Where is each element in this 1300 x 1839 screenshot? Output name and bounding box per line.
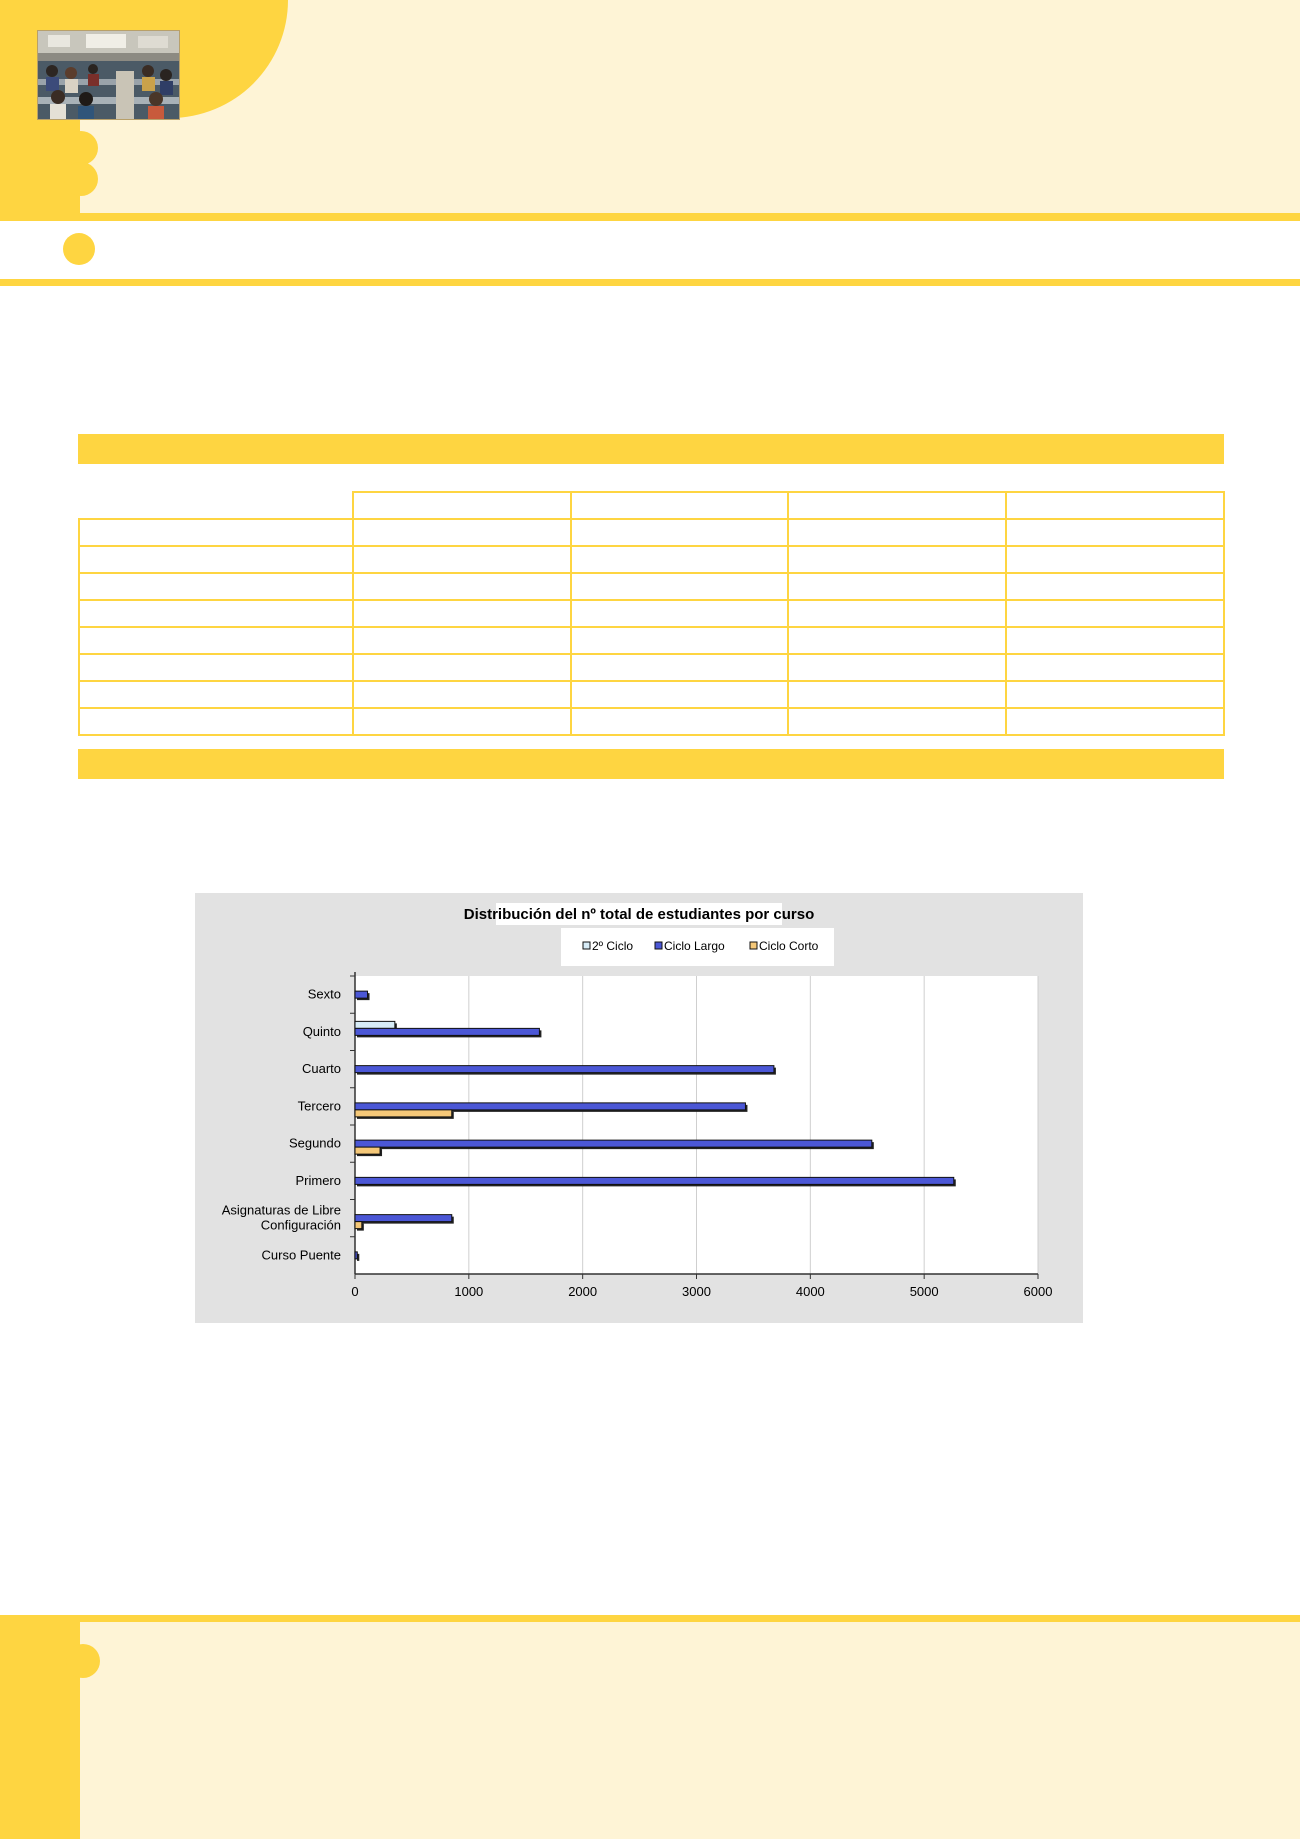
- table-cell: [353, 492, 571, 519]
- table-row: [79, 573, 1224, 600]
- table-cell: [353, 600, 571, 627]
- table-cell: [79, 573, 353, 600]
- table-cell: [571, 600, 788, 627]
- y-category-label: Configuración: [260, 1217, 341, 1233]
- bar: [355, 1252, 357, 1259]
- table-cell: [788, 627, 1006, 654]
- bar: [355, 1147, 380, 1154]
- table-cell: [79, 546, 353, 573]
- table-cell: [788, 654, 1006, 681]
- table-cell: [1006, 681, 1224, 708]
- x-tick-label: 3000: [682, 1284, 711, 1299]
- table-cell: [79, 681, 353, 708]
- table-cell: [353, 573, 571, 600]
- table-row: [79, 546, 1224, 573]
- table-cell: [571, 681, 788, 708]
- table-cell: [788, 546, 1006, 573]
- table-cell: [353, 546, 571, 573]
- bar: [355, 1222, 362, 1229]
- y-category-label: Tercero: [297, 1098, 341, 1114]
- table-cell: [788, 519, 1006, 546]
- table-row: [79, 708, 1224, 735]
- table-header-row: [79, 492, 1224, 519]
- table-cell: [788, 600, 1006, 627]
- header-tab-dot-1: [64, 131, 98, 165]
- table-cell: [571, 708, 788, 735]
- table-cell: [79, 627, 353, 654]
- x-tick-label: 5000: [909, 1284, 939, 1299]
- x-tick-label: 4000: [795, 1284, 825, 1299]
- bar: [355, 1021, 395, 1028]
- x-tick-label: 6000: [1023, 1284, 1053, 1299]
- table-cell: [788, 681, 1006, 708]
- chart: [195, 893, 1083, 1323]
- footer-band: [0, 1618, 1300, 1839]
- table-row: [79, 654, 1224, 681]
- bar: [355, 1066, 774, 1073]
- table-cell: [79, 654, 353, 681]
- bar: [355, 1028, 539, 1035]
- x-tick-label: 2000: [568, 1284, 598, 1299]
- table-cell: [571, 519, 788, 546]
- table-cell: [1006, 627, 1224, 654]
- table-cell: [1006, 573, 1224, 600]
- table-cell: [1006, 708, 1224, 735]
- table-cell: [1006, 519, 1224, 546]
- y-category-label: Asignaturas de Libre: [221, 1202, 341, 1218]
- footer-tab-dot: [66, 1644, 100, 1678]
- table-cell: [1006, 546, 1224, 573]
- table-cell: [353, 654, 571, 681]
- legend-label: Ciclo Corto: [759, 939, 819, 953]
- table-cell: [353, 519, 571, 546]
- data-table: [78, 491, 1225, 736]
- table-cell: [571, 573, 788, 600]
- chart-legend: [583, 939, 819, 953]
- table-footer-bar: [78, 749, 1224, 779]
- table-cell: [571, 627, 788, 654]
- table-cell: [79, 492, 353, 519]
- legend-swatch: [655, 942, 662, 949]
- table-cell: [79, 708, 353, 735]
- table-cell: [571, 492, 788, 519]
- legend-swatch: [583, 942, 590, 949]
- table-cell: [353, 708, 571, 735]
- y-category-label: Cuarto: [301, 1061, 341, 1077]
- table-cell: [1006, 492, 1224, 519]
- header-tab-dot-2: [64, 162, 98, 196]
- section-dot: [63, 233, 95, 265]
- section-divider: [0, 279, 1300, 286]
- table-cell: [1006, 600, 1224, 627]
- table-cell: [79, 519, 353, 546]
- footer-divider: [0, 1615, 1300, 1622]
- table-title-bar: [78, 434, 1224, 464]
- table-cell: [353, 627, 571, 654]
- y-category-label: Primero: [295, 1172, 341, 1188]
- x-tick-label: 0: [351, 1284, 359, 1299]
- legend-label: Ciclo Largo: [664, 939, 725, 953]
- y-category-label: Quinto: [302, 1023, 341, 1039]
- y-category-label: Sexto: [307, 986, 341, 1002]
- bar: [355, 1103, 745, 1110]
- table-cell: [788, 573, 1006, 600]
- table-row: [79, 627, 1224, 654]
- table-cell: [571, 654, 788, 681]
- legend-label: 2º Ciclo: [592, 939, 634, 953]
- x-tick-label: 1000: [454, 1284, 484, 1299]
- table-cell: [79, 600, 353, 627]
- table-row: [79, 681, 1224, 708]
- table-cell: [1006, 654, 1224, 681]
- classroom-photo: [37, 30, 180, 120]
- bar: [355, 1215, 452, 1222]
- table-row: [79, 600, 1224, 627]
- legend-swatch: [750, 942, 757, 949]
- table-cell: [788, 708, 1006, 735]
- bar: [355, 1110, 452, 1117]
- y-category-label: Segundo: [288, 1135, 341, 1151]
- table-row: [79, 519, 1224, 546]
- chart-title: Distribución del nº total de estudiantes por curso: [463, 906, 815, 923]
- bar: [355, 1177, 954, 1184]
- table-cell: [571, 546, 788, 573]
- bar: [355, 991, 368, 998]
- bar: [355, 1140, 872, 1147]
- y-category-label: Curso Puente: [261, 1247, 341, 1263]
- chart-svg: [195, 893, 1083, 1323]
- table-cell: [788, 492, 1006, 519]
- header-divider: [0, 213, 1300, 221]
- table-cell: [353, 681, 571, 708]
